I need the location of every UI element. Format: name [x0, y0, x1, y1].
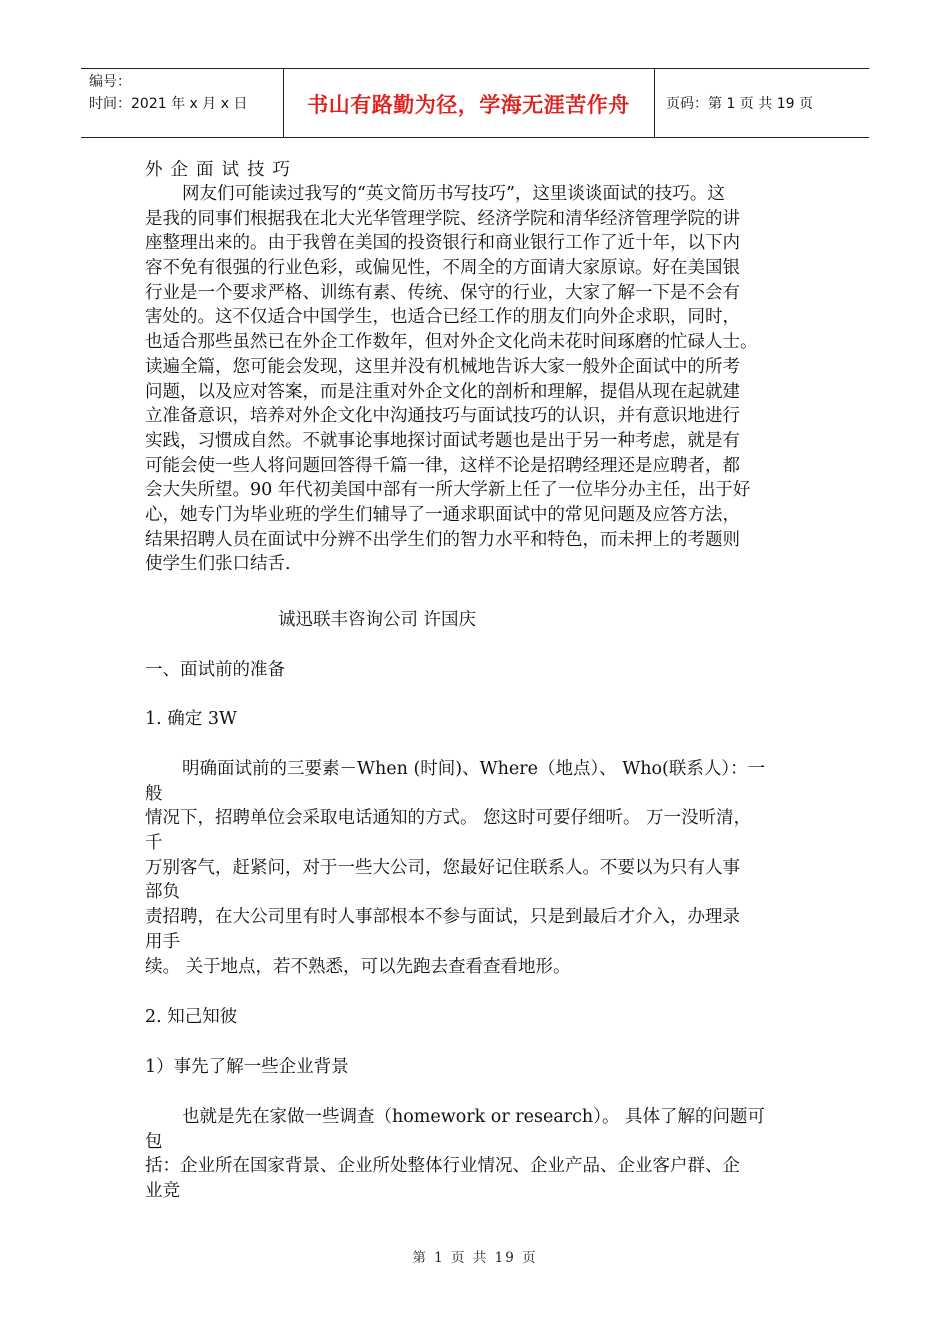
document-number-label: 编号： — [89, 74, 131, 90]
text-line: 会大失所望。90 年代初美国中部有一所大学新上任了一位毕分办主任，出于好 — [145, 480, 751, 501]
subsection-heading: 2. 知己知彼 — [145, 1007, 238, 1027]
intro-paragraph — [145, 182, 758, 577]
text-line: 用手 — [145, 931, 180, 952]
article-title: 外企面试技巧 — [145, 160, 298, 180]
header-meta — [89, 71, 247, 115]
text-line: 般 — [145, 783, 163, 804]
text-line: 是我的同事们根据我在北大光华管理学院、经济学院和清华经济管理学院的讲 — [145, 208, 740, 229]
text-line: 括：企业所在国家背景、企业所处整体行业情况、企业产品、企业客户群、企 — [145, 1156, 740, 1177]
text-line: 问题，以及应对答案，而是注重对外企文化的剖析和理解，提倡从现在起就建 — [145, 381, 740, 402]
text-line: 容不免有很强的行业色彩，或偏见性，不周全的方面请大家原谅。好在美国银 — [145, 258, 740, 279]
subsection-heading: 1）事先了解一些企业背景 — [145, 1057, 349, 1077]
subsection-paragraph — [145, 1105, 765, 1204]
text-line: 续。 关于地点，若不熟悉，可以先跑去查看查看地形。 — [145, 956, 571, 977]
text-line: 使学生们张口结舌. — [145, 554, 291, 575]
text-line: 也适合那些虽然已在外企工作数年，但对外企文化尚未花时间琢磨的忙碌人士。 — [145, 332, 758, 353]
text-line: 部负 — [145, 882, 180, 903]
text-line: 业竞 — [145, 1181, 180, 1202]
header-motto: 书山有路勤为径，学海无涯苦作舟 — [307, 93, 630, 117]
text-line: 行业是一个要求严格、训练有素、传统、保守的行业，大家了解一下是不会有 — [145, 282, 740, 303]
text-line: 座整理出来的。由于我曾在美国的投资银行和商业银行工作了近十年，以下内 — [145, 233, 740, 254]
text-line: 明确面试前的三要素－When (时间)、Where（地点）、 Who(联系人）：一 — [182, 759, 766, 779]
text-line: 千 — [145, 833, 163, 854]
author-signature: 诚迅联丰咨询公司 许国庆 — [278, 610, 477, 630]
text-line: 实践，习惯成自然。不就事论事地探讨面试考题也是出于另一种考虑，就是有 — [145, 430, 740, 451]
text-line: 害处的。这不仅适合中国学生，也适合已经工作的朋友们向外企求职，同时， — [145, 307, 740, 328]
text-line: 读遍全篇，您可能会发现，这里并没有机械地告诉大家一般外企面试中的所考 — [145, 356, 740, 377]
text-line: 万别客气，赶紧问，对于一些大公司，您最好记住联系人。不要以为只有人事 — [145, 857, 740, 878]
page-footer: 第 1 页 共 19 页 — [412, 1250, 538, 1266]
header-divider — [654, 69, 655, 137]
header-table — [81, 68, 869, 138]
section-heading: 一、面试前的准备 — [145, 660, 285, 680]
document-time-label: 时间：2021 年 x 月 x 日 — [89, 96, 248, 112]
text-line: 结果招聘人员在面试中分辨不出学生们的智力水平和特色，而未押上的考题则 — [145, 529, 740, 550]
text-line: 心，她专门为毕业班的学生们辅导了一通求职面试中的常见问题及应答方法， — [145, 504, 740, 525]
text-line: 网友们可能读过我写的“英文简历书写技巧”，这里谈谈面试的技巧。这 — [182, 184, 725, 204]
text-line: 可能会使一些人将问题回答得千篇一律，这样不论是招聘经理还是应聘者，都 — [145, 455, 740, 476]
text-line: 也就是先在家做一些调查（homework or research）。 具体了解的问题可 — [182, 1107, 766, 1127]
text-line: 责招聘，在大公司里有时人事部根本不参与面试，只是到最后才介入，办理录 — [145, 907, 740, 928]
header-page-info: 页码：第 1 页 共 19 页 — [666, 96, 813, 112]
text-line: 立准备意识，培养对外企文化中沟通技巧与面试技巧的认识，并有意识地进行 — [145, 406, 740, 427]
subsection-heading: 1. 确定 3W — [145, 709, 237, 729]
text-line: 包 — [145, 1131, 163, 1152]
subsection-paragraph — [145, 757, 765, 979]
text-line: 情况下，招聘单位会采取电话通知的方式。 您这时可要仔细听。 万一没听清， — [145, 808, 752, 829]
